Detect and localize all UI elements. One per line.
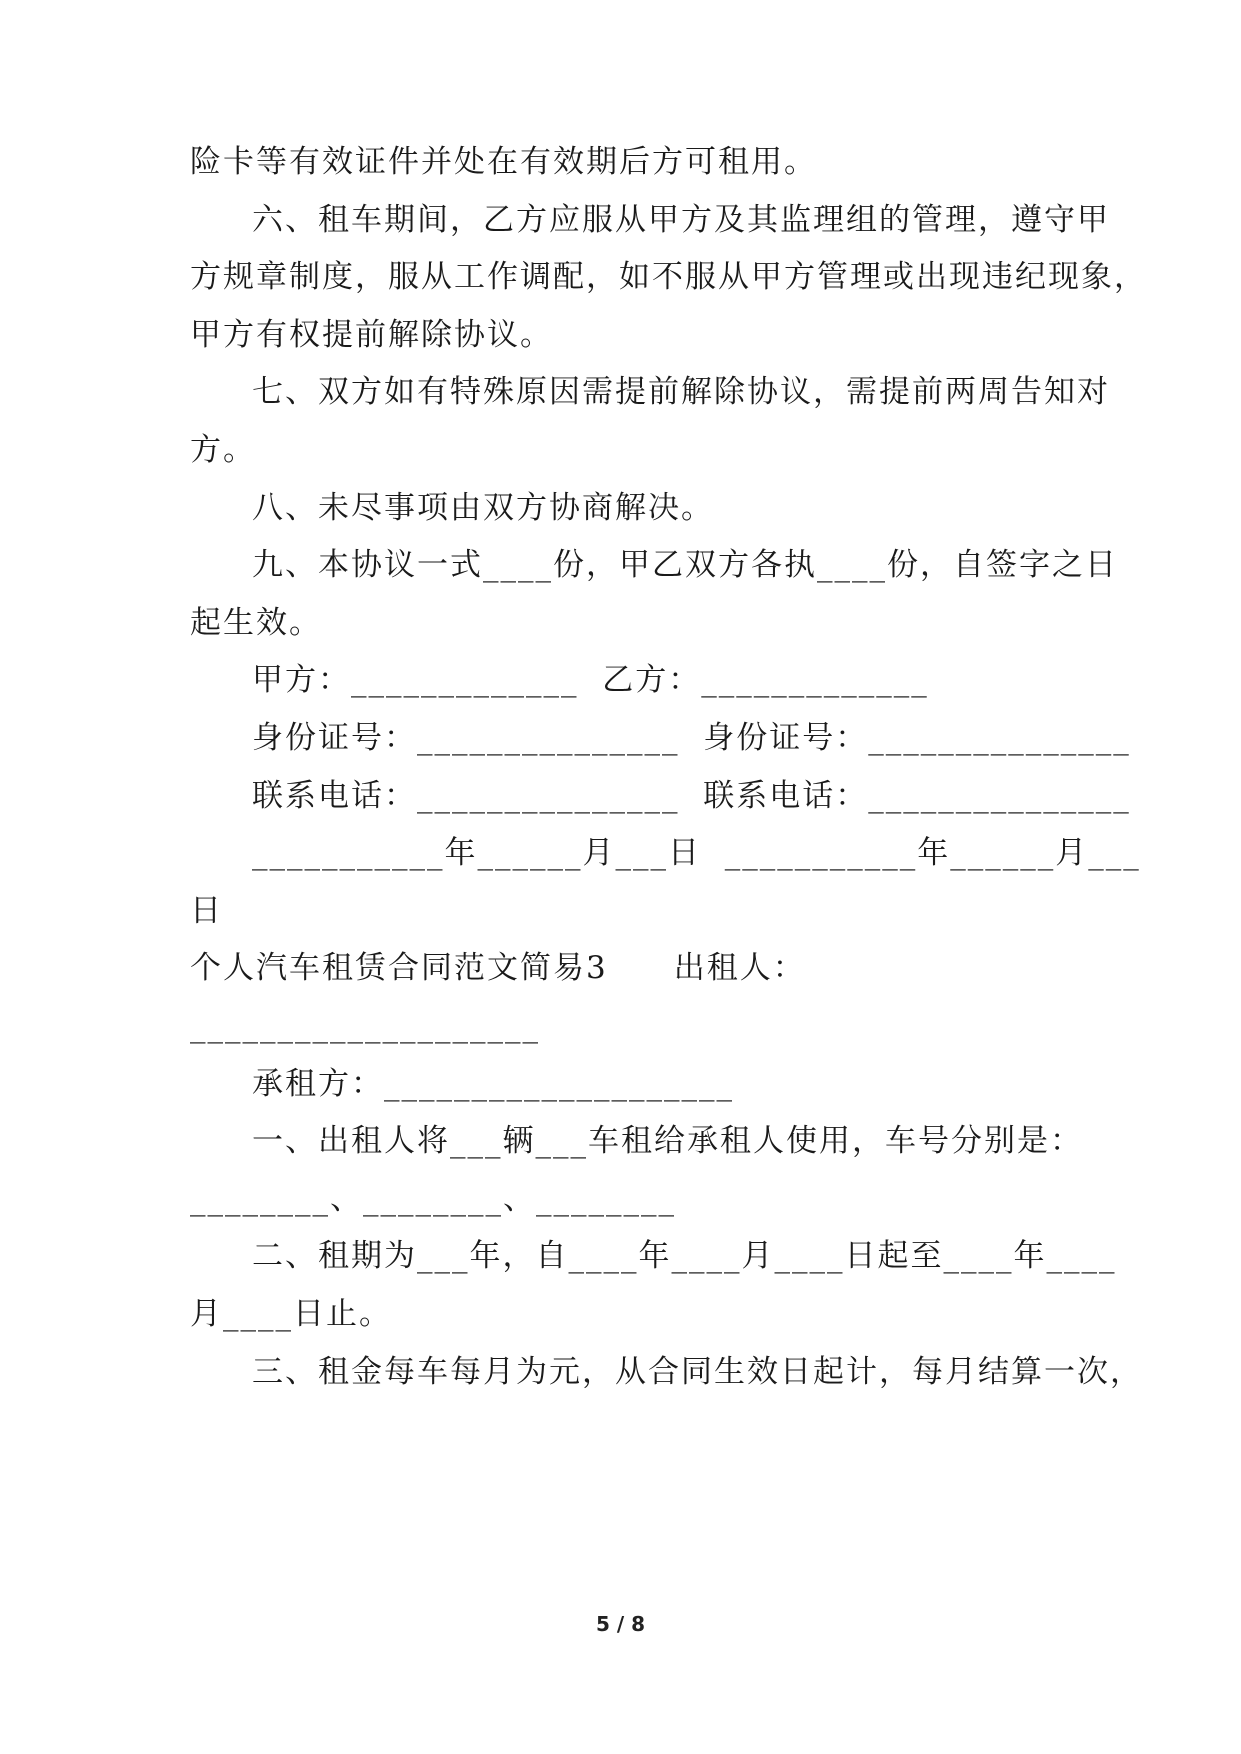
clause-8-line: 八、未尽事项由双方协商解决。 [252,490,714,526]
signature-date-line-end: 日 [190,893,223,929]
item-1-line-2: ________、________、________ [190,1181,676,1217]
lessee-line: 承租方：____________________ [252,1066,734,1102]
signature-date-line: ___________年______月___日 ___________年______月___ [252,835,1141,871]
clause-7-line-1: 七、双方如有特殊原因需提前解除协议，需提前两周告知对 [252,374,1110,410]
clause-6-line-3: 甲方有权提前解除协议。 [190,317,553,353]
signature-id-line: 身份证号：_______________ 身份证号：_______________ [252,720,1131,756]
clause-9-line-1: 九、本协议一式____份，甲乙双方各执____份，自签字之日 [252,547,1118,583]
lessor-blank-line: ____________________ [190,1008,540,1044]
item-2-line-2: 月____日止。 [190,1296,392,1332]
signature-party-line: 甲方：_____________ 乙方：_____________ [252,662,929,698]
item-3-line-1: 三、租金每车每月为元，从合同生效日起计，每月结算一次， [252,1354,1143,1390]
clause-7-line-2: 方。 [190,432,256,468]
clause-6-line-1: 六、租车期间，乙方应服从甲方及其监理组的管理，遵守甲 [252,202,1110,238]
page-number: 5 / 8 [595,1612,646,1636]
signature-phone-line: 联系电话：_______________ 联系电话：_______________ [252,778,1131,814]
clause-9-line-2: 起生效。 [190,605,322,641]
section-title-line: 个人汽车租赁合同范文简易3 出租人： [190,950,806,986]
item-2-line-1: 二、租期为___年，自____年____月____日起至____年____ [252,1238,1117,1274]
item-1-line-1: 一、出租人将___辆___车租给承租人使用，车号分别是： [252,1123,1083,1159]
clause-6-line-2: 方规章制度，服从工作调配，如不服从甲方管理或出现违纪现象， [190,259,1147,295]
text-line: 险卡等有效证件并处在有效期后方可租用。 [190,144,817,180]
